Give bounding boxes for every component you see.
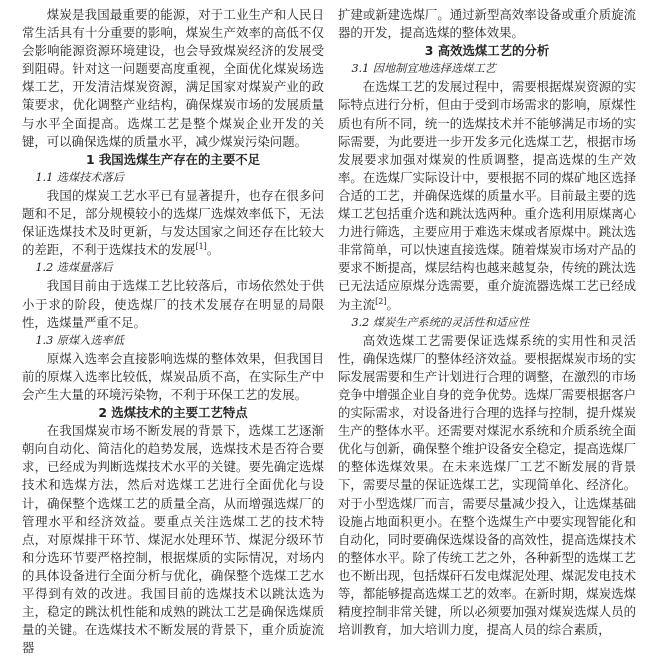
section-3-heading: 3 高效选煤工艺的分析 (424, 43, 550, 59)
subsection-3-1-end: 。 (386, 296, 399, 312)
subsection-3-2-paragraph: 高效选煤工艺需要保证选煤系统的实用性和灵活性，确保选煤厂的整体经济效益。要根据煤炭市场的实际发展需要和生产计划进行合理的调整，在激烈的市场竞争中增强企业自身的竞争优势。选煤厂需要根据客户的实际需求，对设备进行合理的选择与控制，提升煤炭生产的整体水平。还需要对煤泥水系统和介质系统全面优化与创新，确保整个维护设备安全稳定，提高选煤厂的整体选煤效果。在未来选煤厂工艺不断发展的背景下，需要尽量的保证选煤工艺，实现简单化、经济化。对于小型选煤厂而言，需要尽量减少投入，让选煤基础设施占地面积更小。在整个选煤生产中要实现智能化和自动化，同时要确保选煤设备的高效性，提高选煤技术的整体水平。除了传统工艺之外，各种新型的选煤工艺也不断出现，包括煤矸石发电煤泥处理、煤泥发电技术等，都能够提高选煤工艺的效率。在新时期，煤炭选煤精度控制非常关键，所以必须要加强对煤炭选煤人员的培训教育，加大培训力度，提高人员的综合素质， (338, 332, 636, 638)
subsection-3-1-text: 在选煤工艺的发展过程中，需要根据煤炭资源的实际特点进行分析，但由于受到市场需求的影响，原煤性质也有所不同，统一的选煤技术并不能够满足市场的实际需要，为此要进一步开发多元化选煤工艺，根据市场发展要求加强对煤炭的性质调整，提高选煤的生产效率。在选煤厂实际设计中，要根据不同的煤矿地区选择合适的工艺，并确保选煤的质量水平。目前最主要的选煤工艺包括重介选和跳汰选两种。重介选利用原煤离心力进行筛选，主要应用于难选末煤或者原煤中。跳汰选非常简单，可以快速直接选煤。随着煤炭市场对产品的要求不断提高，煤层结构也越来越复杂，传统的跳汰选已无法适应原煤分选需要，重介旋流器选煤工艺已经成为主流 (338, 79, 636, 312)
subsection-3-2-heading: 3.2 煤炭生产系统的灵活性和适应性 (351, 315, 530, 329)
subsection-3-1-heading: 3.1 因地制宜地选择选煤工艺 (351, 62, 496, 76)
subsection-1-1-end: 。 (206, 242, 220, 258)
citation-1: [1] (195, 242, 207, 252)
subsection-1-1-heading: 1.1 选煤技术落后 (35, 170, 124, 184)
subsection-1-3-paragraph: 原煤入选率会直接影响选煤的整体效果，但我国目前的原煤入选率比较低，煤炭品质不高，在实际生产中会产生大量的环境污染物，不利于环保工艺的发展。 (22, 350, 324, 402)
subsection-1-1-paragraph (22, 187, 324, 259)
section-1-heading: 1 我国选煤生产存在的主要不足 (85, 151, 260, 167)
section-2-heading: 2 选煤技术的主要工艺特点 (98, 405, 248, 421)
section-2-continuation: 扩建或新建选煤厂。通过新型高效率设备或重介质旋流器的开发，提高选煤的整体效果。 (338, 7, 636, 41)
subsection-3-1-paragraph (338, 78, 636, 313)
intro-paragraph: 煤炭是我国最重要的能源，对于工业生产和人民日常生活具有十分重要的影响，煤炭生产效率的高低不仅会影响能源资源环境建设，也会导致煤炭经济的发展受到阻碍。针对这一问题要高度重视，全面优化煤炭场选煤工艺，开发清洁煤炭资源，满足国家对煤炭产业的政策要求，优化调整产业结构，确保煤炭市场的发展质量与水平全面提高。选煤工艺是整个煤炭企业开发的关键，可以确保选煤的质量水平，减少煤炭污染问题。 (22, 7, 324, 149)
right-column (338, 6, 636, 639)
citation-2: [2] (375, 296, 387, 306)
subsection-1-2-heading: 1.2 选煤量落后 (35, 261, 113, 275)
subsection-1-2-paragraph: 我国目前由于选煤工艺比较落后，市场依然处于供小于求的阶段，使选煤厂的技术发展存在明显的局限性，选煤量严重不足。 (22, 278, 324, 330)
subsection-1-3-heading: 1.3 原煤入选率低 (35, 333, 124, 347)
subsection-1-1-text: 我国的煤炭工艺水平已有显著提升，也存在很多问题和不足，部分规模较小的选煤厂选煤效率低下，无法保证选煤技术及时更新，与发达国家之间还存在比较大的差距，不利于选煤技术的发展 (22, 187, 324, 258)
left-column (22, 6, 324, 657)
section-2-paragraph: 在我国煤炭市场不断发展的背景下，选煤工艺逐渐朝向自动化、简洁化的趋势发展，选煤技术是否符合要求，已经成为判断选煤技术水平的关键。要先确定选煤技术和选煤方法，然后对选煤工艺进行全面优化与设计，确保整个选煤工艺的质量全高，从而增强选煤厂的管理水平和经济效益。要重点关注选煤工艺的技术特点，对原煤排干环节、煤泥水处理环节、煤泥分级环节和分选环节要严格控制，根据煤质的实际情况，对场内的具体设备进行全面分析与优化，确保整个选煤工艺水平得到有效的改进。我国目前的选煤技术以跳汰选为主，稳定的跳汰机性能和成熟的跳汰工艺是确保选煤质量的关键。在选煤技术不断发展的背景下，重介质旋流器 (22, 423, 324, 656)
